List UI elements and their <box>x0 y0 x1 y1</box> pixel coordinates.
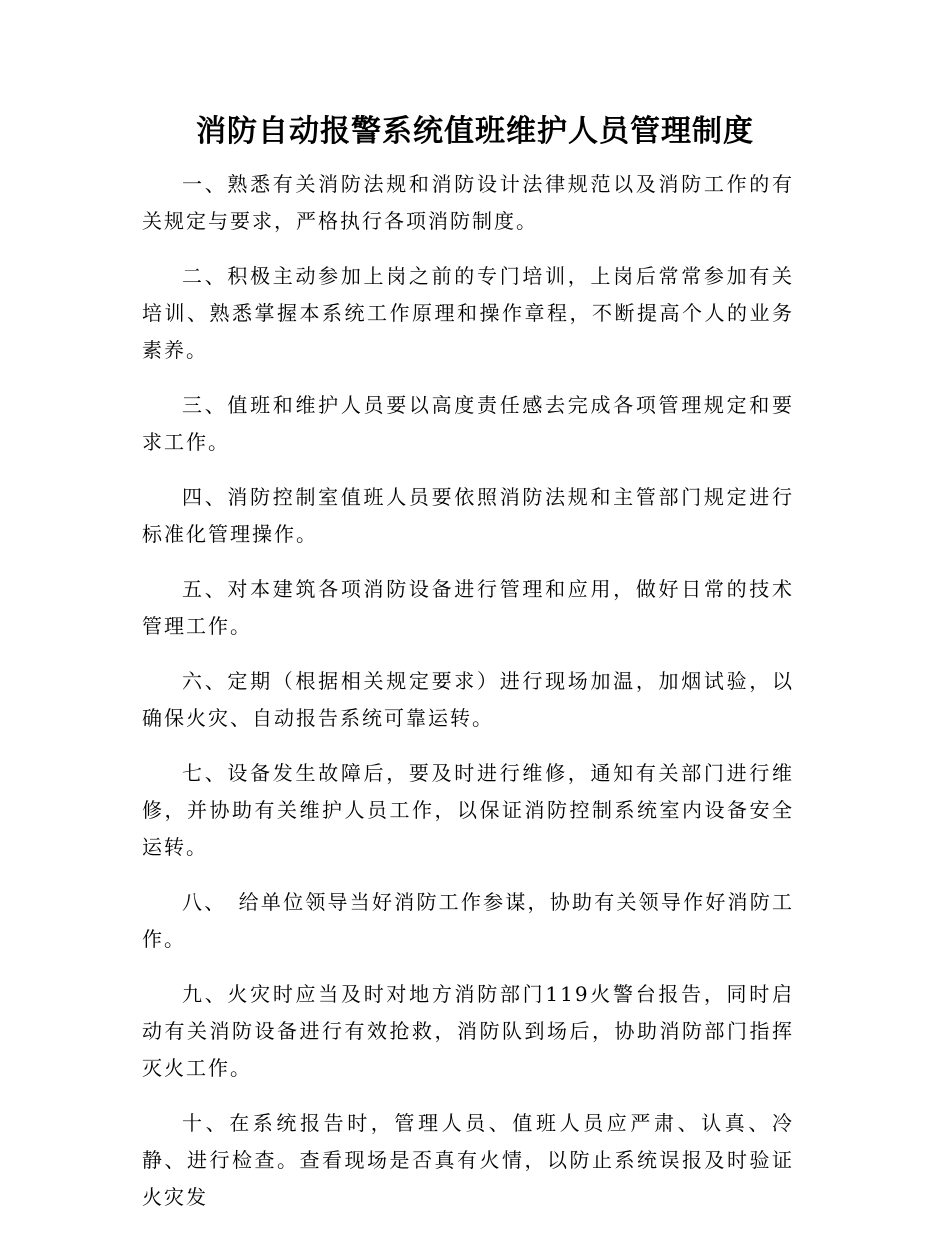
paragraph-8: 八、 给单位领导当好消防工作参谋，协助有关领导作好消防工作。 <box>142 890 794 951</box>
paragraph-4: 四、消防控制室值班人员要依照消防法规和主管部门规定进行标准化管理操作。 <box>142 485 794 546</box>
paragraph-2: 二、积极主动参加上岗之前的专门培训，上岗后常常参加有关培训、熟悉掌握本系统工作原理和操作章程，不断提高个人的业务素养。 <box>142 264 794 362</box>
paragraph-5: 五、对本建筑各项消防设备进行管理和应用，做好日常的技术管理工作。 <box>142 577 794 638</box>
paragraph-6: 六、定期（根据相关规定要求）进行现场加温，加烟试验，以确保火灾、自动报告系统可靠运转。 <box>142 669 794 730</box>
paragraph-9: 九、火灾时应当及时对地方消防部门119火警台报告，同时启动有关消防设备进行有效抢救，消防队到场后，协助消防部门指挥灭火工作。 <box>142 982 794 1080</box>
paragraph-7: 七、设备发生故障后，要及时进行维修，通知有关部门进行维修，并协助有关维护人员工作，以保证消防控制系统室内设备安全运转。 <box>142 761 794 859</box>
paragraph-10: 十、在系统报告时，管理人员、值班人员应严肃、认真、冷静、进行检查。查看现场是否真有火情，以防止系统误报及时验证火灾发 <box>142 1111 794 1209</box>
paragraph-3: 三、值班和维护人员要以高度责任感去完成各项管理规定和要求工作。 <box>142 393 794 454</box>
document-body <box>142 166 794 1234</box>
paragraph-1: 一、熟悉有关消防法规和消防设计法律规范以及消防工作的有关规定与要求，严格执行各项消防制度。 <box>142 172 794 233</box>
document-title: 消防自动报警系统值班维护人员管理制度 <box>196 114 754 149</box>
